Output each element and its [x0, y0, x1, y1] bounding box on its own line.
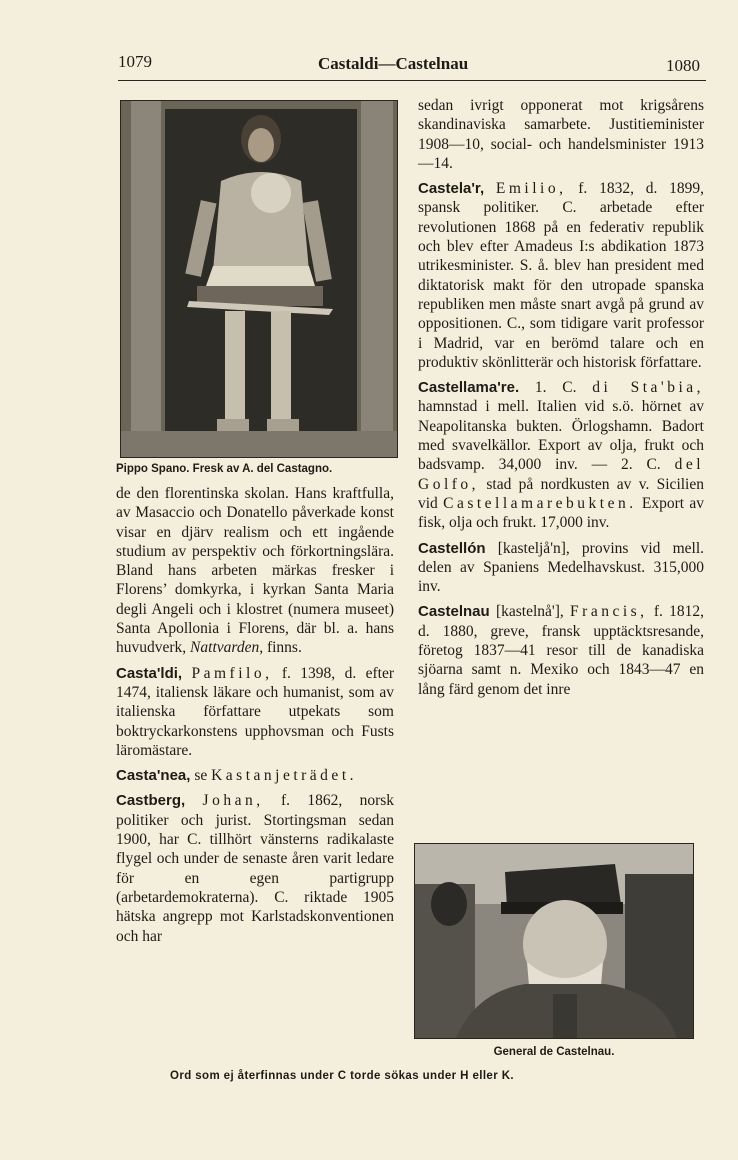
page-header	[118, 52, 708, 80]
headword: Castellama're.	[418, 379, 520, 397]
footer-note: Ord som ej återfinnas under C torde sökas under H eller K.	[170, 1070, 515, 1082]
left-column	[116, 484, 394, 946]
pippo-spano-fresco-image	[120, 100, 398, 458]
headword: Castelnau	[418, 603, 490, 621]
entry-castellamare: Castellama're. 1. C. di Sta'bia, hamnstad i mell. Italien vid s.ö. hörnet av Neapolitanska bukten. Örlogshamn. Badort med svavelkällor. Export av olja, frukt och badsvamp. 34,000 inv. — 2. C. del Golfo, stad på nordkusten av v. Sicilien vid Castellamarebukten. Export av fisk, olja och frukt. 17,000 inv.	[418, 379, 705, 532]
page-number-left: 1079	[118, 52, 152, 71]
page-number-right: 1080	[666, 56, 700, 75]
headword: Castellón	[418, 539, 486, 557]
castberg-continuation: sedan ivrigt opponerat mot krigsårens skandinaviska samarbete. Justitieminister 1908—10, social- och handelsminister 1913—14.	[418, 97, 704, 172]
pippo-spano-caption: Pippo Spano. Fresk av A. del Castagno.	[116, 463, 333, 475]
entry-castanea: Casta'nea, se Kastanjeträdet.	[116, 767, 357, 785]
general-castelnau-photo	[414, 843, 694, 1039]
entry-castberg: Castberg, Johan, f. 1862, norsk politiker och jurist. Stortingsman sedan 1900, har C. tillhört vänsterns radikalaste flygel och under de senaste åren varit ledare för en egen partigrupp (arbetardemokraterna). C. riktade 1905 hätska angrepp mot Karlstadskonventionen och har	[116, 792, 395, 945]
castelnau-caption: General de Castelnau.	[493, 1046, 615, 1058]
castagno-continuation: de den florentinska skolan. Hans kraftfulla, av Masaccio och Donatello påverkade konst visar en djärv realism och ett ingående studium av perspektiv och förkortningslära. Bland hans arbeten märkas fresker i Florens’ domkyrka, i kyrkan Santa Maria degli Angeli och i klostret (numera museet) Santa Apollonia i Florens, där bl. a. hans huvudverk, Nattvarden, finns.	[116, 485, 394, 657]
right-column	[418, 96, 704, 699]
entry-castaldi: Casta'ldi, Pamfilo, f. 1398, d. efter 1474, italiensk läkare och humanist, som av italienska författare utpekats som boktryckarkonstens upphovsman och Fusts läromästare.	[116, 664, 395, 759]
headword: Casta'nea,	[116, 767, 191, 785]
entry-castelnau: Castelnau [kastelnå'], Francis, f. 1812, d. 1880, greve, fransk upptäcktsresande, företog 1837—41 resor till de kanadiska sjöarna samt n. Mexiko och 1843—47 en lång färd genom det inre	[418, 603, 705, 698]
entry-castellon: Castellón [kasteljå'n], provins vid mell. delen av Spaniens Medelhavskust. 315,000 inv.	[418, 539, 705, 596]
entry-castelar: Castela'r, Emilio, f. 1832, d. 1899, spansk politiker. C. arbetade efter revolutionen 1868 på en federativ republik och blev efter Amadeus I:s abdikation 1873 utrikesminister. S. å. blev han president med diktatorisk makt för den utropade spanska republiken men måste snart avgå på grund av oppositionen. C., som tidigare varit professor i Madrid, var en berömd talare och en produktiv skönlitterär och historisk författare.	[418, 180, 704, 371]
headword: Castela'r,	[418, 180, 485, 198]
running-title: Castaldi—Castelnau	[318, 54, 469, 73]
cross-reference: Kastanjeträdet.	[211, 767, 357, 785]
header-rule	[118, 80, 706, 81]
headword: Castberg,	[116, 792, 186, 810]
headword: Casta'ldi,	[116, 664, 183, 682]
